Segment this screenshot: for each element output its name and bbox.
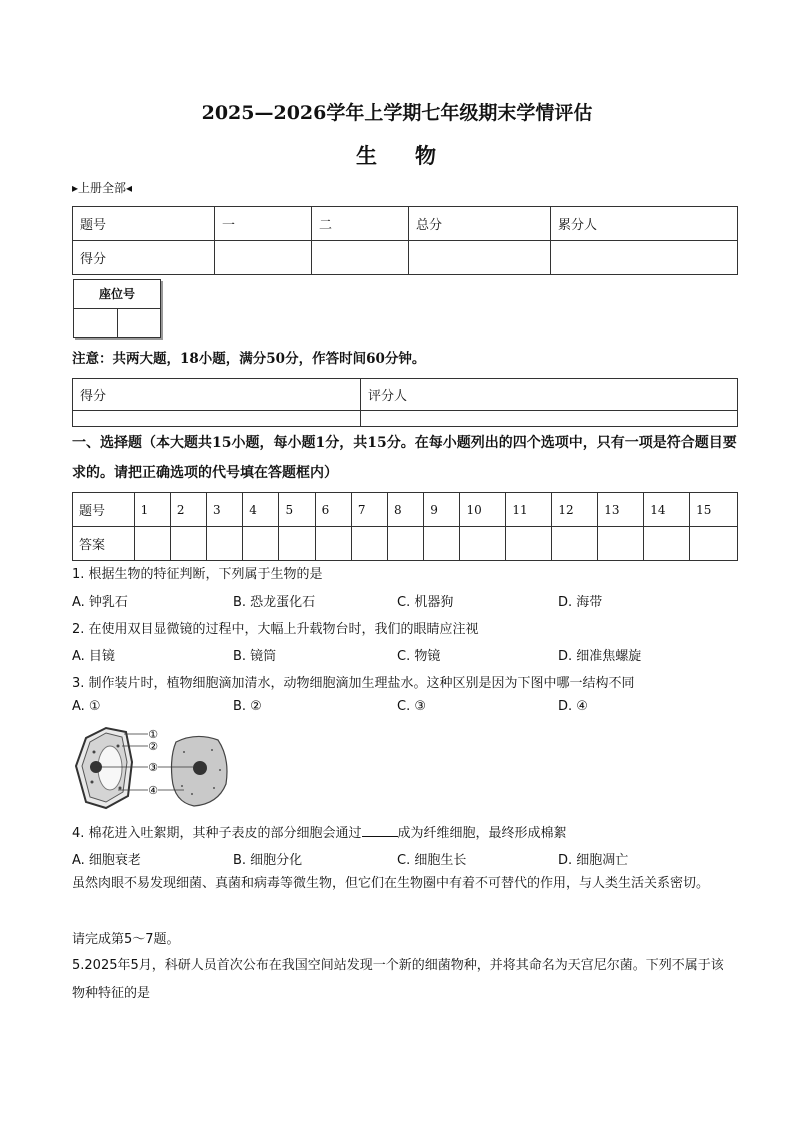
question-2-stem: 2. 在使用双目显微镜的过程中，大幅上升载物台时，我们的眼睛应注视	[72, 622, 479, 637]
option-a[interactable]: A. 目镜	[72, 649, 115, 664]
subject-char-1: 生	[356, 143, 379, 168]
score-header-cell: 累分人	[551, 207, 738, 241]
option-c[interactable]: C. 机器狗	[397, 595, 454, 610]
score-header-cell: 总分	[409, 207, 551, 241]
question-number-cell: 3	[207, 493, 243, 527]
grader-score-label: 得分	[73, 379, 361, 411]
fill-in-blank[interactable]	[362, 824, 398, 837]
question-number-cell: 7	[351, 493, 387, 527]
passage-instruction: 请完成第5～7题。	[72, 932, 180, 947]
question-number-cell: 6	[315, 493, 351, 527]
grader-name-cell[interactable]	[361, 411, 738, 427]
answer-cell[interactable]	[207, 527, 243, 561]
option-b[interactable]: B. 恐龙蛋化石	[233, 595, 316, 610]
seat-number-box	[73, 279, 161, 338]
figure-label-2: ②	[148, 740, 158, 753]
option-b[interactable]: B. 镜筒	[233, 649, 277, 664]
answer-cell[interactable]	[690, 527, 738, 561]
exam-notice: 注意：共两大题，18小题，满分50分，作答时间60分钟。	[72, 351, 426, 367]
answer-cell[interactable]	[134, 527, 170, 561]
option-d[interactable]: D. ④	[558, 699, 588, 714]
option-b[interactable]: B. 细胞分化	[233, 853, 303, 868]
question-5-stem: 5.2025年5月，科研人员首次公布在我国空间站发现一个新的细菌物种，并将其命名为天宫尼尔菌。下列不属于该物种特征的是	[72, 958, 724, 1001]
question-4-stem-part-2: 成为纤维细胞，最终形成棉絮	[397, 826, 567, 841]
answer-cell[interactable]	[315, 527, 351, 561]
figure-label-1: ①	[148, 728, 158, 741]
answer-cell[interactable]	[460, 527, 506, 561]
score-row-label: 得分	[73, 241, 215, 275]
option-d[interactable]: D. 细准焦螺旋	[558, 649, 642, 664]
question-4-stem-part-1: 4. 棉花进入吐絮期，其种子表皮的部分细胞会通过	[72, 826, 362, 841]
option-a[interactable]: A. ①	[72, 699, 101, 714]
answer-cell[interactable]	[351, 527, 387, 561]
answer-cell[interactable]	[598, 527, 644, 561]
answer-table-label: 答案	[73, 527, 135, 561]
option-b[interactable]: B. ②	[233, 699, 262, 714]
question-3-stem: 3. 制作装片时，植物细胞滴加清水，动物细胞滴加生理盐水。这种区别是因为下图中哪一结构不同	[72, 676, 635, 691]
question-number-cell: 9	[424, 493, 460, 527]
seat-number-label: 座位号	[74, 280, 160, 309]
question-number-cell: 2	[170, 493, 206, 527]
option-c[interactable]: C. 细胞生长	[397, 853, 467, 868]
grader-score-cell[interactable]	[73, 411, 361, 427]
answer-table-label: 题号	[73, 493, 135, 527]
option-c[interactable]: C. ③	[397, 699, 426, 714]
score-header-cell: 一	[215, 207, 312, 241]
answer-table	[72, 492, 738, 561]
question-number-cell: 5	[279, 493, 315, 527]
question-number-cell: 14	[644, 493, 690, 527]
question-number-cell: 4	[243, 493, 279, 527]
score-header-cell: 题号	[73, 207, 215, 241]
scope-label: ▸上册全部◂	[72, 181, 133, 195]
figure-label-4: ④	[148, 784, 158, 797]
figure-label-3: ③	[148, 761, 158, 774]
answer-cell[interactable]	[279, 527, 315, 561]
option-a[interactable]: A. 细胞衰老	[72, 853, 141, 868]
answer-cell[interactable]	[644, 527, 690, 561]
answer-cell[interactable]	[243, 527, 279, 561]
question-number-cell: 12	[552, 493, 598, 527]
cell-diagram	[72, 722, 232, 812]
answer-cell[interactable]	[552, 527, 598, 561]
score-cell[interactable]	[312, 241, 409, 275]
section-1-heading: 一、选择题（本大题共15小题，每小题1分，共15分。在每小题列出的四个选项中，只有一项是符合题目要求的。请把正确选项的代号填在答题框内）	[72, 435, 737, 481]
answer-cell[interactable]	[388, 527, 424, 561]
passage-text: 虽然肉眼不易发现细菌、真菌和病毒等微生物，但它们在生物圈中有着不可替代的作用，与人类生活关系密切。	[72, 876, 710, 891]
question-1-stem: 1. 根据生物的特征判断，下列属于生物的是	[72, 567, 323, 582]
score-table	[72, 206, 738, 275]
question-number-cell: 15	[690, 493, 738, 527]
question-number-cell: 8	[388, 493, 424, 527]
question-number-cell: 10	[460, 493, 506, 527]
score-header-cell: 二	[312, 207, 409, 241]
answer-cell[interactable]	[424, 527, 460, 561]
seat-number-cell[interactable]	[118, 309, 161, 337]
grader-table	[72, 378, 738, 427]
answer-cell[interactable]	[506, 527, 552, 561]
animal-nucleus	[193, 761, 207, 775]
seat-number-cell[interactable]	[74, 309, 118, 337]
grader-name-label: 评分人	[361, 379, 738, 411]
question-number-cell: 13	[598, 493, 644, 527]
score-cell[interactable]	[409, 241, 551, 275]
question-number-cell: 11	[506, 493, 552, 527]
score-cell[interactable]	[215, 241, 312, 275]
answer-cell[interactable]	[170, 527, 206, 561]
subject-title	[0, 140, 794, 170]
exam-title: 2025—2026学年上学期七年级期末学情评估	[201, 102, 593, 124]
subject-char-2: 物	[415, 143, 438, 168]
option-c[interactable]: C. 物镜	[397, 649, 441, 664]
question-number-cell: 1	[134, 493, 170, 527]
option-a[interactable]: A. 钟乳石	[72, 595, 128, 610]
score-cell[interactable]	[551, 241, 738, 275]
option-d[interactable]: D. 海带	[558, 595, 603, 610]
question-4-stem	[72, 822, 567, 841]
option-d[interactable]: D. 细胞凋亡	[558, 853, 629, 868]
